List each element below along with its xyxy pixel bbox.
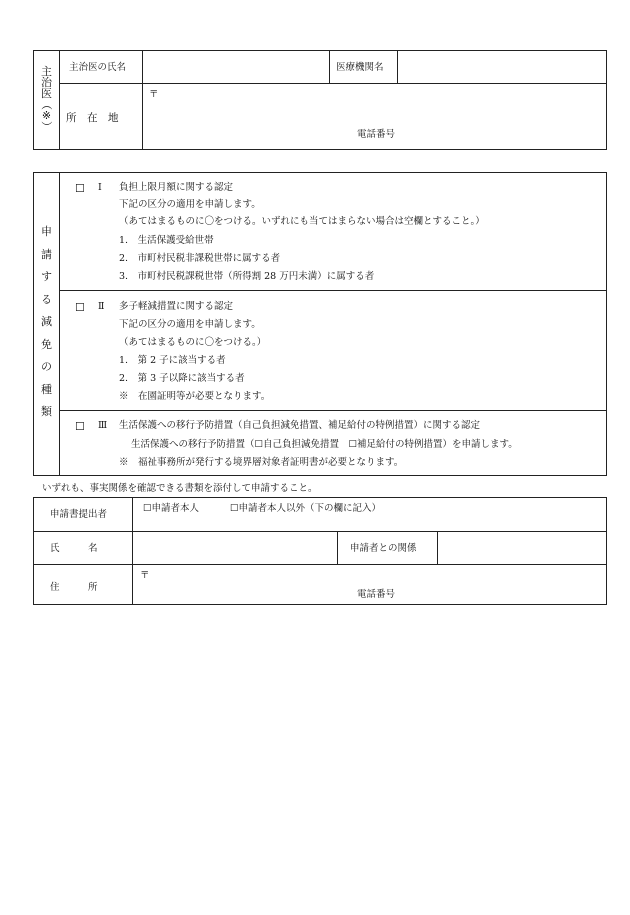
submitter-label: 申請書提出者 [50, 509, 108, 520]
sec2-line1: 下記の区分の適用を申請します。 [119, 319, 261, 330]
sec3-checkbox[interactable]: ☐ [75, 420, 85, 433]
doctor-postal-mark: 〒 [149, 89, 159, 100]
sec3-note: ※ 福祉事務所が発行する境界層対象者証明書が必要となります。 [119, 457, 404, 468]
reduction-side-char: 種 [41, 382, 52, 396]
institution-label: 医療機関名 [336, 62, 384, 73]
reduction-side-char: 申 [41, 225, 52, 238]
sec3-roman: Ⅲ [98, 420, 108, 431]
sec2-note: ※ 在園証明等が必要となります。 [119, 391, 271, 402]
reduction-side-char: 減 [41, 315, 52, 328]
applicant-postal-mark: 〒 [140, 570, 150, 581]
doctor-address-label: 所 在 地 [66, 112, 119, 124]
sec1-line1: 下記の区分の適用を申請します。 [119, 199, 261, 210]
applicant-row2-divider [33, 564, 607, 565]
sec2-checkbox[interactable]: ☐ [75, 301, 85, 314]
doctor-side-char: 治 [41, 76, 52, 89]
doctor-phone-label: 電話番号 [357, 129, 396, 140]
doctor-label-divider [142, 50, 143, 150]
reduction-side-char: 類 [41, 405, 52, 418]
doctor-side-char: 医 [41, 87, 52, 100]
applicant-row1-divider [33, 531, 607, 532]
doctor-side-char: （ [40, 99, 53, 110]
sec1-item-1: 1. 生活保護受給世帯 [119, 235, 214, 246]
sec2-roman: Ⅱ [98, 301, 105, 312]
reduction-side-label [34, 226, 59, 417]
sec2-item-2: 2. 第 3 子以降に該当する者 [119, 373, 245, 384]
sec3-title: 生活保護への移行予防措置（自己負担減免措置、補足給付の特例措置）に関する認定 [119, 420, 481, 431]
institution-label-right-divider [397, 50, 398, 83]
submitter-option-self[interactable]: ☐申請者本人 [143, 503, 200, 514]
sec3-line1: 生活保護への移行予防措置（☐自己負担減免措置 ☐補足給付の特例措置）を申請します。 [131, 439, 518, 450]
doctor-name-label: 主治医の氏名 [69, 62, 127, 73]
attachment-note: いずれも、事実関係を確認できる書類を添付して申請すること。 [42, 483, 318, 494]
relation-label-left-divider [337, 531, 338, 564]
sec1-roman: Ⅰ [98, 182, 102, 193]
sec2-line2: （あてはまるものに〇をつける。） [119, 337, 267, 348]
doctor-side-char: ※ [41, 109, 52, 122]
reduction-side-char: る [41, 292, 52, 306]
relation-label-right-divider [437, 531, 438, 564]
reduction-side-char: 請 [41, 247, 52, 261]
applicant-label-divider [132, 497, 133, 605]
reduction-side-char: 免 [41, 337, 52, 351]
sec1-line2: （あてはまるものに〇をつける。いずれにも当てはまらない場合は空欄とすること。） [119, 216, 485, 227]
doctor-side-divider [59, 50, 60, 150]
submitter-option-other[interactable]: ☐申請者本人以外（下の欄に記入） [230, 503, 382, 514]
reduction-sec1-divider [59, 290, 607, 291]
relation-label: 申請者との関係 [350, 543, 417, 554]
reduction-side-char: の [41, 360, 52, 373]
sec1-title: 負担上限月額に関する認定 [119, 182, 234, 193]
sec2-title: 多子軽減措置に関する認定 [119, 301, 234, 312]
sec1-item-2: 2. 市町村民税非課税世帯に属する者 [119, 253, 281, 264]
applicant-name-label: 氏 名 [50, 543, 98, 554]
doctor-side-char: ） [40, 121, 53, 132]
doctor-side-label [34, 66, 59, 132]
doctor-side-char: 主 [41, 65, 52, 78]
reduction-sec2-divider [59, 410, 607, 411]
sec2-item-1: 1. 第 2 子に該当する者 [119, 355, 226, 366]
sec1-item-3: 3. 市町村民税課税世帯（所得割 28 万円未満）に属する者 [119, 271, 375, 282]
reduction-side-char: す [41, 270, 52, 283]
applicant-phone-label: 電話番号 [357, 589, 396, 600]
applicant-address-label: 住 所 [50, 582, 98, 593]
reduction-side-divider [59, 172, 60, 476]
institution-label-left-divider [329, 50, 330, 83]
sec1-checkbox[interactable]: ☐ [75, 182, 85, 195]
